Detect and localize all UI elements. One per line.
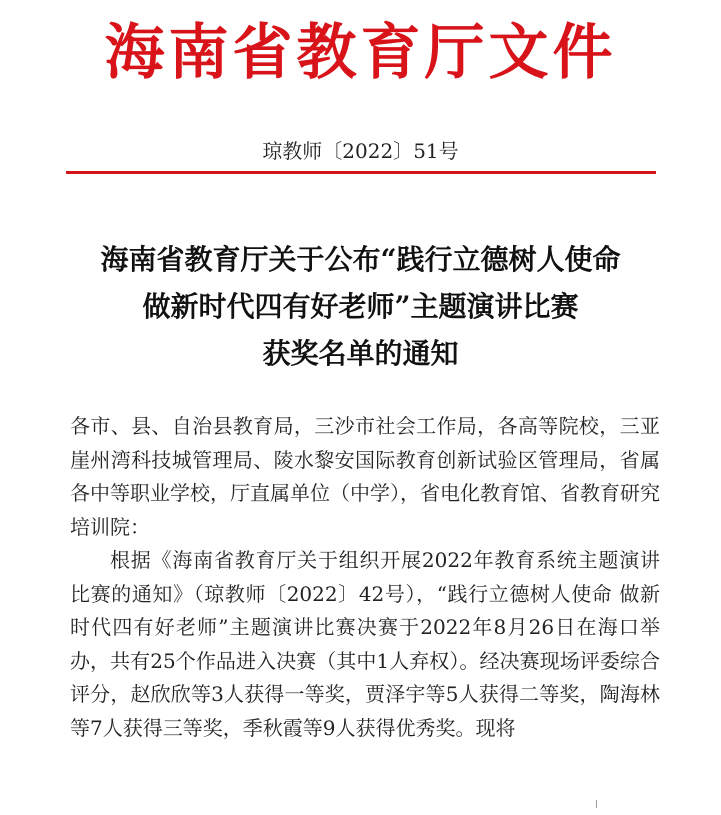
addressees-paragraph: 各市、县、自治县教育局，三沙市社会工作局，各高等院校，三亚崖州湾科技城管理局、陵水黎安国际教育创新试验区管理局，省属各中等职业学校，厅直属单位（中学），省电化教育馆、省教育研究培训院：: [70, 414, 660, 539]
title-line-2: 做新时代四有好老师”主题演讲比赛: [142, 290, 579, 323]
body-paragraph-1: 根据《海南省教育厅关于组织开展2022年教育系统主题演讲比赛的通知》（琼教师〔2022〕42号），“践行立德树人使命 做新时代四有好老师”主题演讲比赛决赛于2022年8月26日在海口举办，共有25个作品进入决赛（其中1人弃权）。经决赛现场评委综合评分，赵欣欣等3人获得一等奖，贾泽宇等5人获得二等奖，陶海林等7人获得三等奖，季秋霞等9人获得优秀奖。现将: [70, 548, 660, 740]
title-line-1: 海南省教育厅关于公布“践行立德树人使命: [100, 243, 621, 276]
scan-mark: [596, 800, 603, 808]
document-number: 琼教师〔2022〕51号: [262, 139, 459, 163]
document-title: [0, 236, 721, 377]
document-body: [70, 410, 660, 745]
document-masthead: 海南省教育厅文件: [104, 18, 617, 88]
title-line-3: 获奖名单的通知: [262, 337, 459, 370]
red-divider-line: [66, 171, 656, 174]
